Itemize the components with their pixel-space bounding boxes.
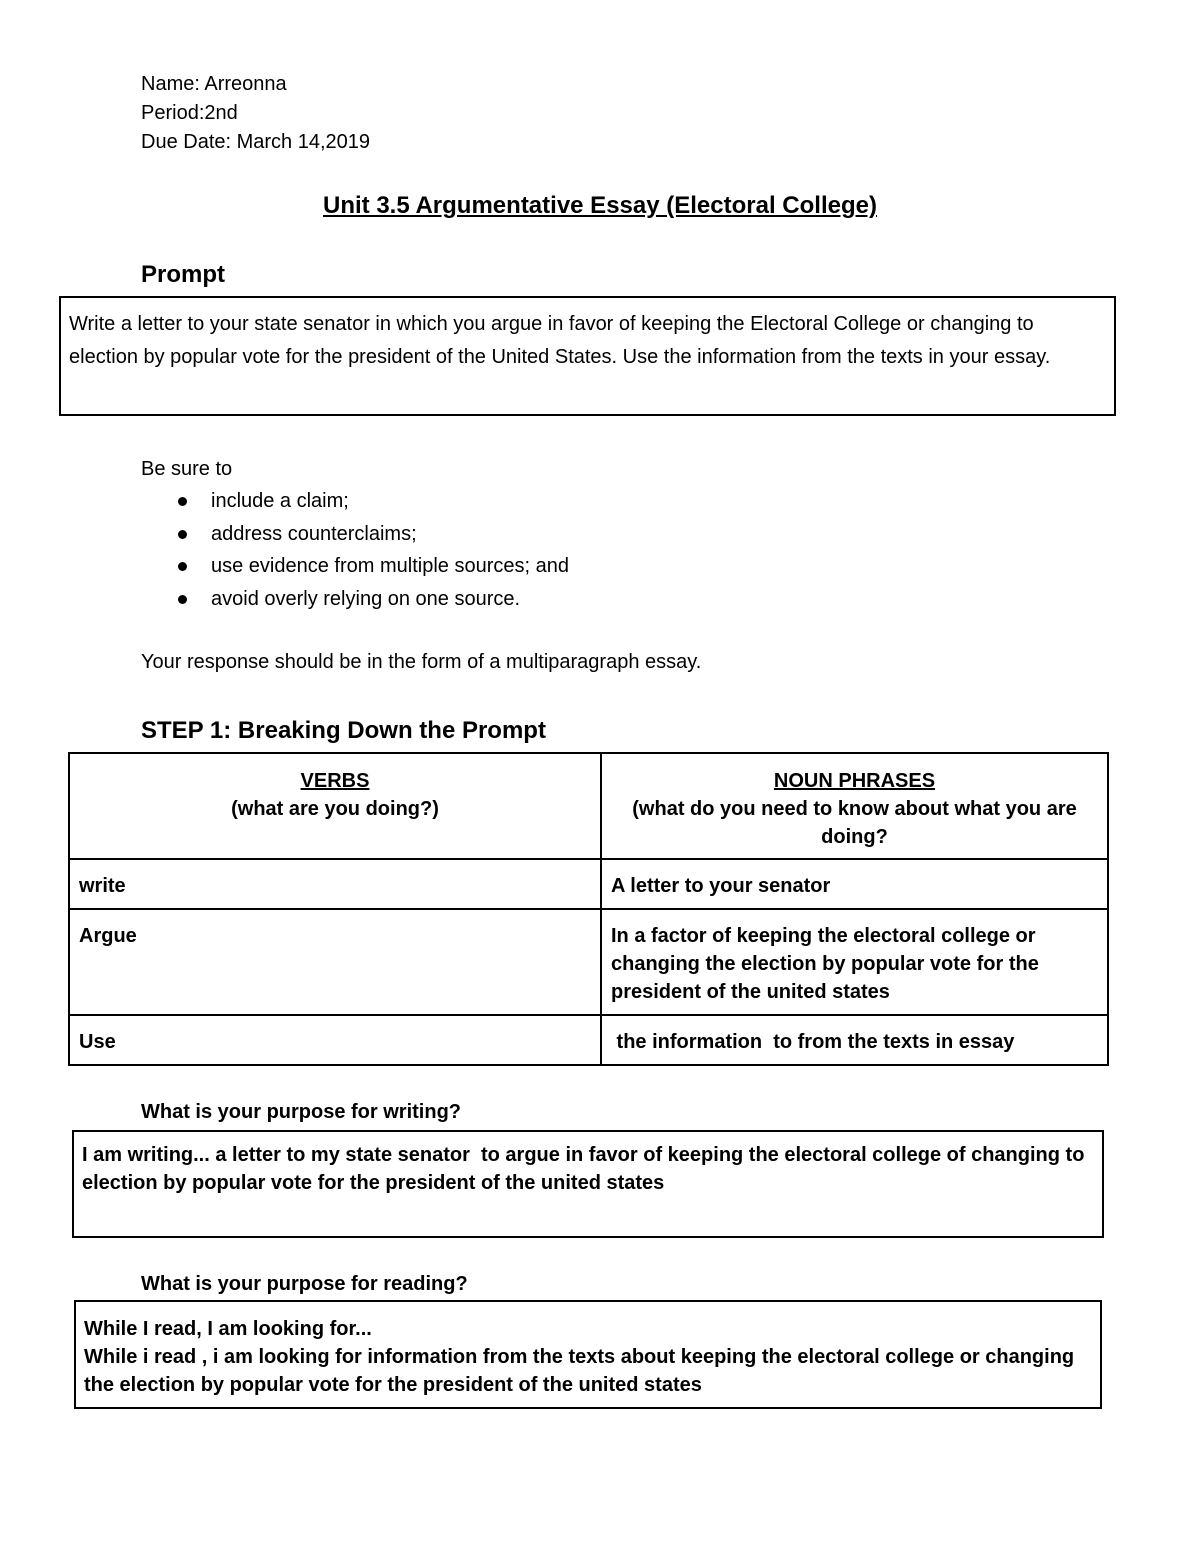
step1-heading: STEP 1: Breaking Down the Prompt	[141, 717, 546, 744]
verbs-title: VERBS	[300, 770, 370, 792]
verb-cell: Use	[69, 1015, 601, 1065]
verb-cell: write	[69, 859, 601, 909]
be-sure-intro: Be sure to	[141, 458, 233, 480]
list-item	[178, 550, 569, 583]
table-row	[69, 909, 1108, 1015]
table-row	[69, 859, 1108, 909]
list-item-text: include a claim;	[211, 490, 349, 512]
reading-purpose-prefix: While I read, I am looking for...	[84, 1318, 372, 1340]
class-period: Period:2nd	[141, 102, 238, 124]
prompt-text: Write a letter to your state senator in which you argue in favor of keeping the Electoral College or changing to election by popular vote for the president of the United States. Use the information from the texts in your essay.	[69, 313, 1051, 368]
list-item-text: use evidence from multiple sources; and	[211, 555, 569, 577]
list-item	[178, 583, 569, 616]
verb-cell: Argue	[69, 909, 601, 1015]
list-item-text: avoid overly relying on one source.	[211, 587, 521, 610]
student-name: Name: Arreonna	[141, 73, 287, 95]
writing-purpose-question: What is your purpose for writing?	[141, 1101, 461, 1123]
noun-cell: A letter to your senator	[601, 859, 1108, 909]
bullet-icon	[178, 595, 187, 604]
prompt-box	[59, 296, 1116, 416]
writing-purpose-answer: I am writing... a letter to my state senator to argue in favor of keeping the electoral college of changing to election by popular vote for the president of the united states	[82, 1144, 1090, 1194]
reading-purpose-question: What is your purpose for reading?	[141, 1273, 468, 1295]
due-date: Due Date: March 14,2019	[141, 131, 371, 153]
noun-phrases-header	[601, 753, 1108, 859]
response-instruction: Your response should be in the form of a multiparagraph essay.	[141, 651, 702, 673]
noun-cell: the information to from the texts in essay	[601, 1015, 1108, 1065]
table-row	[69, 1015, 1108, 1065]
verbs-subtitle: (what are you doing?)	[231, 798, 439, 820]
verbs-header	[69, 753, 601, 859]
reading-purpose-box	[74, 1300, 1102, 1409]
noun-cell: In a factor of keeping the electoral college or changing the election by popular vote for the president of the united states	[601, 909, 1108, 1015]
prompt-heading: Prompt	[141, 261, 225, 288]
bullet-icon	[178, 530, 187, 539]
prompt-breakdown-table	[68, 752, 1109, 1066]
list-item-text: address counterclaims;	[211, 522, 417, 545]
reading-purpose-answer: While i read , i am looking for information from the texts about keeping the electoral college or changing the election by popular vote for the president of the united states	[84, 1346, 1075, 1396]
bullet-icon	[178, 497, 187, 506]
list-item	[178, 518, 569, 551]
requirements-list	[178, 485, 569, 615]
bullet-icon	[178, 562, 187, 571]
noun-phrases-subtitle: (what do you need to know about what you are doing?	[632, 798, 1077, 848]
writing-purpose-box	[72, 1130, 1104, 1238]
page-title: Unit 3.5 Argumentative Essay (Electoral College)	[323, 192, 877, 219]
list-item	[178, 485, 569, 518]
table-header-row	[69, 753, 1108, 859]
noun-phrases-title: NOUN PHRASES	[773, 770, 936, 792]
